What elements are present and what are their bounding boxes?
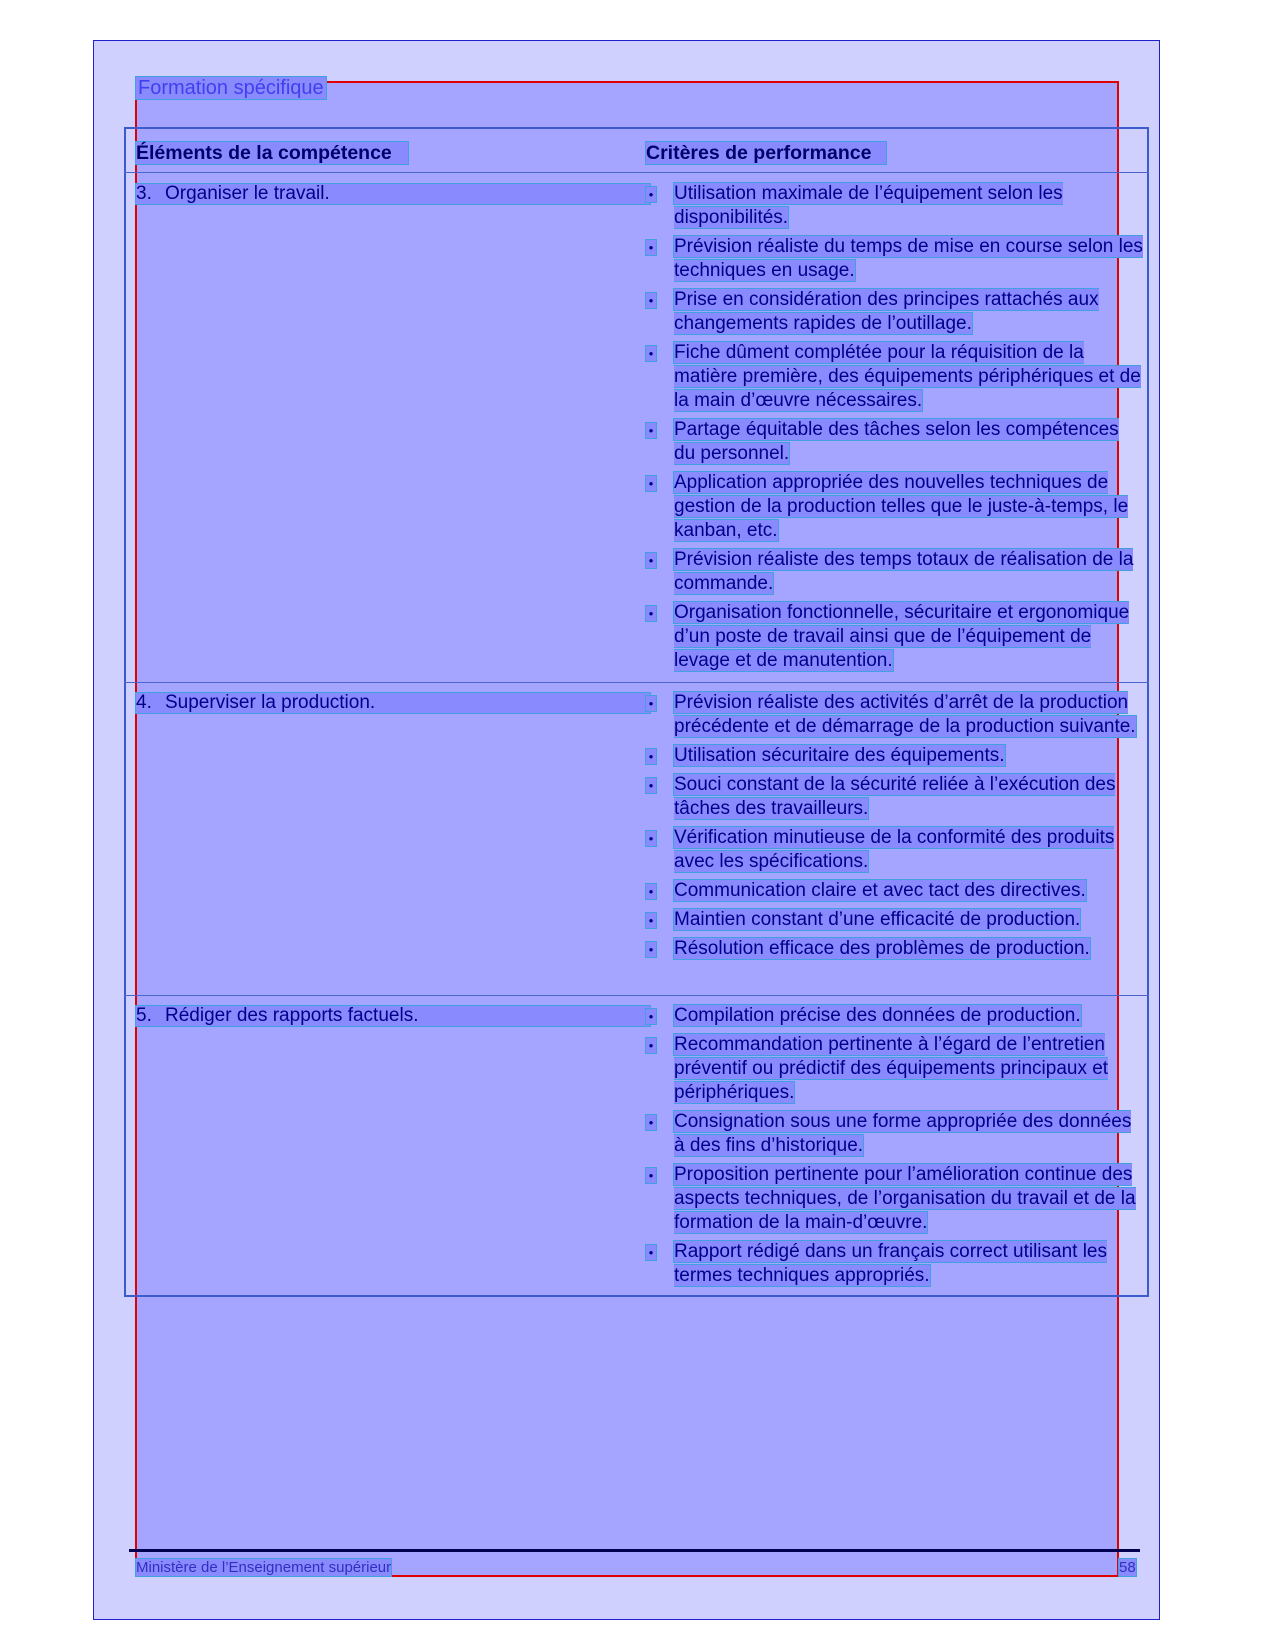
list-item	[645, 773, 1145, 821]
list-item	[645, 1240, 1145, 1288]
list-item	[645, 937, 1145, 961]
criterion-text: Prévision réaliste des activités d’arrêt de la production précédente et de démarrage de la production suivante.	[674, 692, 1136, 737]
criterion-text: Prise en considération des principes rattachés aux changements rapides de l’outillage.	[674, 289, 1099, 334]
bullet-icon: •	[645, 941, 657, 958]
element-number: 3.	[136, 183, 152, 204]
bullet-icon: •	[645, 912, 657, 929]
header-divider	[124, 172, 1149, 173]
bullet-icon: •	[645, 552, 657, 569]
criteria-list-row-3	[645, 182, 1145, 678]
criterion-text: Communication claire et avec tact des directives.	[674, 880, 1086, 901]
list-item	[645, 1004, 1145, 1028]
header-elements: Éléments de la compétence	[135, 141, 409, 165]
element-number: 5.	[136, 1005, 152, 1026]
criterion-text: Fiche dûment complétée pour la réquisition de la matière première, des équipements périphériques et de la main d’œuvre nécessaires.	[674, 342, 1141, 411]
element-text: Superviser la production.	[165, 692, 376, 713]
bullet-icon: •	[645, 1114, 657, 1131]
bullet-icon: •	[645, 748, 657, 765]
bullet-icon: •	[645, 345, 657, 362]
criterion-text: Prévision réaliste des temps totaux de réalisation de la commande.	[674, 549, 1134, 594]
bullet-icon: •	[645, 422, 657, 439]
list-item	[645, 548, 1145, 596]
bullet-icon: •	[645, 475, 657, 492]
list-item	[645, 908, 1145, 932]
criterion-text: Rapport rédigé dans un français correct utilisant les termes techniques appropriés.	[674, 1241, 1108, 1286]
list-item	[645, 182, 1145, 230]
element-row-5	[135, 1005, 651, 1027]
bullet-icon: •	[645, 1244, 657, 1261]
bullet-icon: •	[645, 1167, 657, 1184]
bullet-icon: •	[645, 1037, 657, 1054]
row-divider	[124, 682, 1149, 683]
criterion-text: Recommandation pertinente à l’égard de l’entretien préventif ou prédictif des équipements principaux et périphériques.	[674, 1034, 1109, 1103]
list-item	[645, 341, 1145, 413]
criterion-text: Application appropriée des nouvelles techniques de gestion de la production telles que le juste-à-temps, le kanban, etc.	[674, 472, 1129, 541]
section-heading: Formation spécifique	[135, 76, 327, 100]
criterion-text: Maintien constant d’une efficacité de production.	[674, 909, 1081, 930]
list-item	[645, 744, 1145, 768]
list-item	[645, 235, 1145, 283]
criterion-text: Organisation fonctionnelle, sécuritaire et ergonomique d’un poste de travail ainsi que de l’équipement de levage et de manutention.	[674, 602, 1130, 671]
element-text: Organiser le travail.	[165, 183, 330, 204]
list-item	[645, 691, 1145, 739]
list-item	[645, 418, 1145, 466]
criterion-text: Proposition pertinente pour l’amélioration continue des aspects techniques, de l’organisation du travail et de la formation de la main-d’œuvre.	[674, 1164, 1136, 1233]
bullet-icon: •	[645, 605, 657, 622]
list-item	[645, 1033, 1145, 1105]
footer-page-number: 58	[1119, 1559, 1136, 1576]
bullet-icon: •	[645, 830, 657, 847]
list-item	[645, 601, 1145, 673]
criterion-text: Prévision réaliste du temps de mise en course selon les techniques en usage.	[674, 236, 1143, 281]
element-number: 4.	[136, 692, 152, 713]
criterion-text: Compilation précise des données de production.	[674, 1005, 1081, 1026]
footer-ministry: Ministère de l’Enseignement supérieur	[136, 1559, 392, 1576]
bullet-icon: •	[645, 239, 657, 256]
criteria-list-row-4	[645, 691, 1145, 966]
list-item	[645, 1110, 1145, 1158]
list-item	[645, 826, 1145, 874]
bullet-icon: •	[645, 186, 657, 203]
element-text: Rédiger des rapports factuels.	[165, 1005, 419, 1026]
bullet-icon: •	[645, 883, 657, 900]
list-item	[645, 471, 1145, 543]
row-divider	[124, 995, 1149, 996]
criterion-text: Consignation sous une forme appropriée des données à des fins d’historique.	[674, 1111, 1132, 1156]
bullet-icon: •	[645, 292, 657, 309]
element-row-4	[135, 692, 651, 714]
bullet-icon: •	[645, 1008, 657, 1025]
criterion-text: Résolution efficace des problèmes de production.	[674, 938, 1090, 959]
criteria-list-row-5	[645, 1004, 1145, 1293]
criterion-text: Utilisation sécuritaire des équipements.	[674, 745, 1005, 766]
list-item	[645, 288, 1145, 336]
criterion-text: Vérification minutieuse de la conformité des produits avec les spécifications.	[674, 827, 1115, 872]
header-criteria: Critères de performance	[645, 141, 887, 165]
footer-rule	[129, 1549, 1140, 1552]
list-item	[645, 879, 1145, 903]
criterion-text: Souci constant de la sécurité reliée à l’exécution des tâches des travailleurs.	[674, 774, 1116, 819]
list-item	[645, 1163, 1145, 1235]
bullet-icon: •	[645, 695, 657, 712]
bullet-icon: •	[645, 777, 657, 794]
criterion-text: Partage équitable des tâches selon les compétences du personnel.	[674, 419, 1119, 464]
element-row-3	[135, 183, 651, 205]
criterion-text: Utilisation maximale de l’équipement selon les disponibilités.	[674, 183, 1063, 228]
